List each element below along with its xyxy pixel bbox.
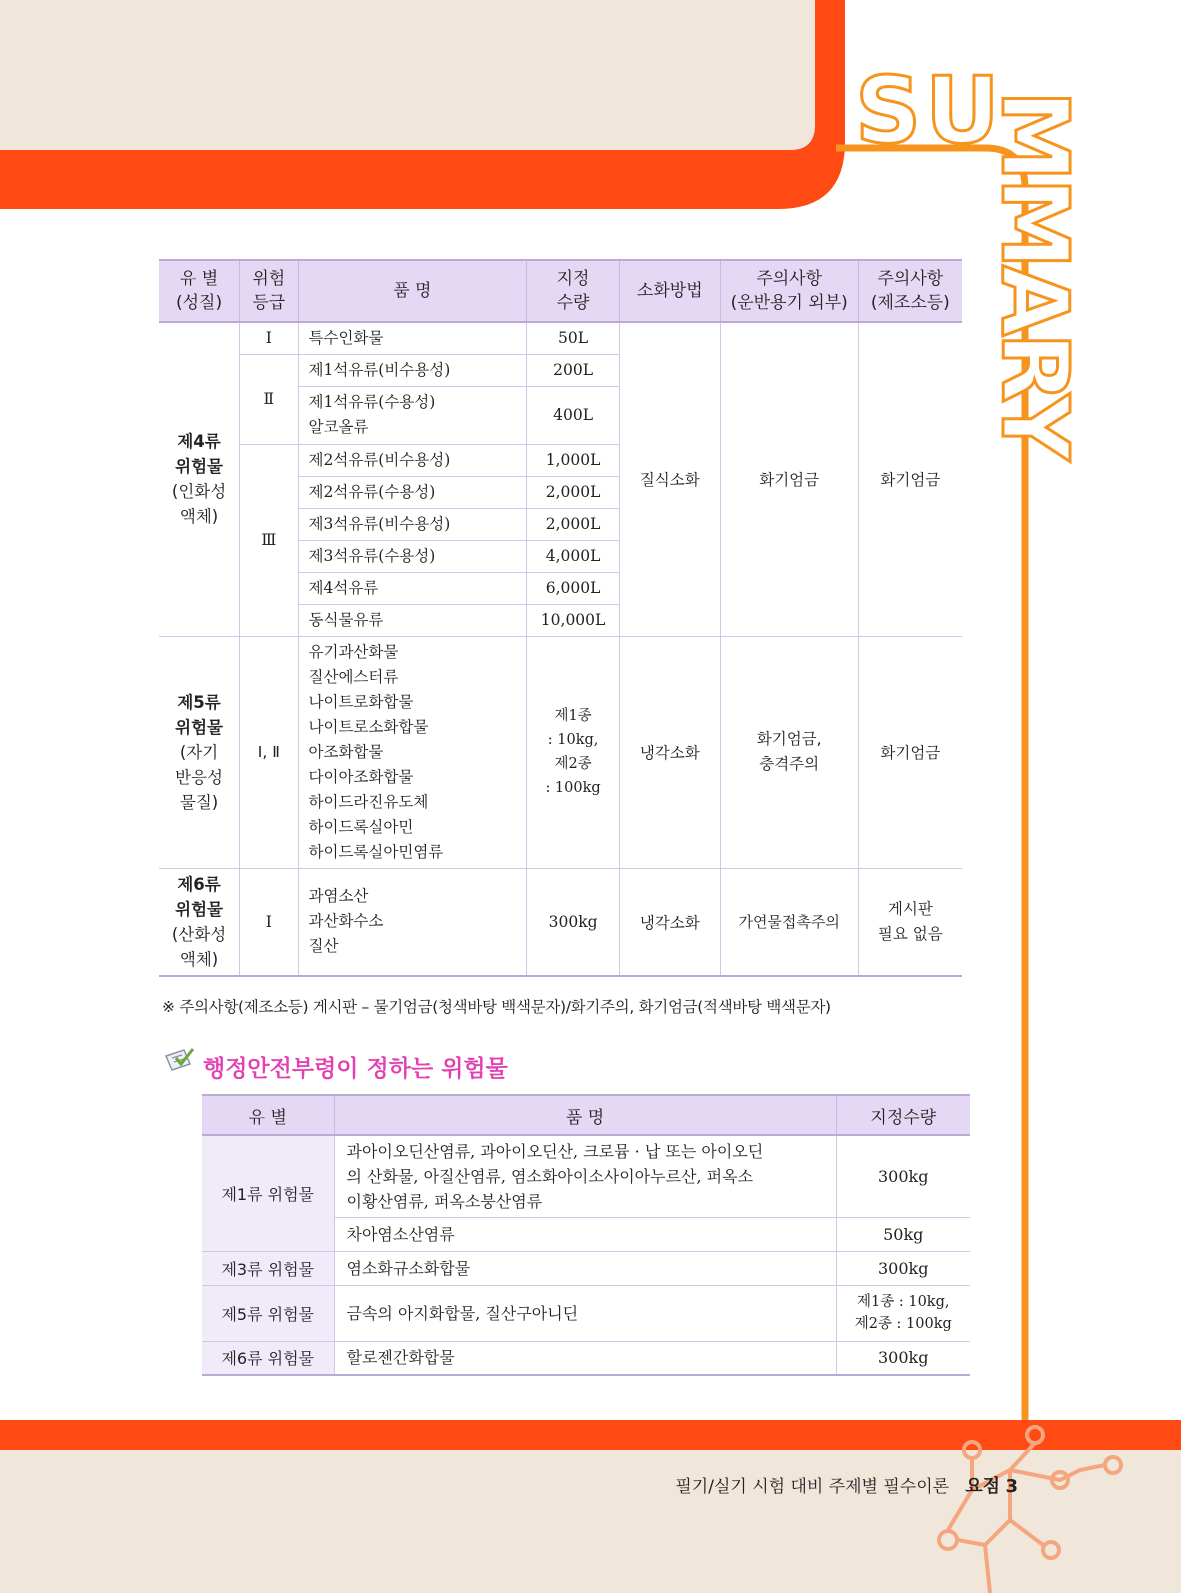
class5-grade: Ⅰ, Ⅱ — [240, 636, 298, 868]
class5-caution-transport: 화기엄금, 충격주의 — [720, 636, 858, 868]
sub-row-category: 제5류 위험물 — [202, 1285, 334, 1341]
class5-category — [159, 636, 240, 868]
class6-caution-transport: 가연물접촉주의 — [720, 868, 858, 976]
table-row — [202, 1135, 970, 1217]
footer-title: 필기/실기 시험 대비 주제별 필수이론 — [675, 1477, 950, 1497]
table-row — [159, 322, 962, 354]
table-row — [159, 868, 962, 976]
class6-grade: Ⅰ — [240, 868, 298, 976]
class6-title: 제6류 위험물 — [175, 874, 223, 919]
item-name: 제1석유류(수용성) 알코올류 — [298, 386, 527, 444]
sub-row-name: 금속의 아지화합물, 질산구아니딘 — [334, 1285, 836, 1341]
header-quantity: 지정수량 — [836, 1095, 970, 1135]
class4-title: 제4류 위험물 — [175, 432, 223, 477]
class4-grade-1: Ⅰ — [240, 322, 298, 354]
table-header-row — [202, 1095, 970, 1135]
section-title: 행정안전부령이 정하는 위험물 — [203, 1056, 508, 1082]
table-row — [202, 1251, 970, 1285]
sub-row-category: 제3류 위험물 — [202, 1251, 334, 1285]
class6-items: 과염소산 과산화수소 질산 — [298, 868, 527, 976]
class5-title: 제5류 위험물 — [175, 692, 223, 737]
item-name: 동식물유류 — [298, 604, 527, 636]
item-name: 특수인화물 — [298, 322, 527, 354]
item-name: 제2석유류(수용성) — [298, 476, 527, 508]
class5-qty: 제1종 : 10kg, 제2종 : 100kg — [527, 636, 620, 868]
header-extinguish: 소화방법 — [619, 260, 720, 322]
item-qty: 1,000L — [527, 444, 620, 476]
item-name: 제4석유류 — [298, 572, 527, 604]
item-name: 제2석유류(비수용성) — [298, 444, 527, 476]
header-quantity: 지정 수량 — [527, 260, 620, 322]
item-qty: 400L — [527, 386, 620, 444]
class5-subtitle: (자기 반응성 물질) — [175, 742, 223, 812]
sub-row-qty: 300kg — [836, 1251, 970, 1285]
sub-row-name: 염소화규소화합물 — [334, 1251, 836, 1285]
class5-items: 유기과산화물 질산에스터류 나이트로화합물 나이트로소화합물 아조화합물 다이아조화합물 하이드라진유도체 하이드록실아민 하이드록실아민염류 — [298, 636, 527, 868]
class5-extinguish: 냉각소화 — [619, 636, 720, 868]
item-qty: 50L — [527, 322, 620, 354]
item-qty: 4,000L — [527, 540, 620, 572]
summary-letter-u: U — [925, 57, 1000, 164]
page-number: 3 — [1005, 1476, 1018, 1497]
class4-caution-transport: 화기엄금 — [720, 322, 858, 636]
page-footer — [675, 1472, 1018, 1498]
sub-row-qty: 300kg — [836, 1341, 970, 1375]
class4-grade-3: Ⅲ — [240, 444, 298, 636]
class6-category — [159, 868, 240, 976]
footer-label: 요점 — [965, 1476, 1001, 1497]
class4-category — [159, 322, 240, 636]
table-row — [159, 636, 962, 868]
class5-caution-facility: 화기엄금 — [858, 636, 962, 868]
header-category: 유 별 — [202, 1095, 334, 1135]
class6-subtitle: (산화성 액체) — [171, 924, 227, 969]
class4-subtitle: (인화성 액체) — [171, 482, 227, 527]
table-row — [202, 1341, 970, 1375]
sub-row-name: 과아이오딘산염류, 과아이오딘산, 크로뮴 · 납 또는 아이오딘 의 산화물, 아질산염류, 염소화아이소사이아누르산, 퍼옥소 이황산염류, 퍼옥소붕산염류 — [334, 1135, 836, 1217]
class4-caution-facility: 화기엄금 — [858, 322, 962, 636]
sub-row-qty: 300kg — [836, 1135, 970, 1217]
class4-extinguish: 질식소화 — [619, 322, 720, 636]
item-qty: 6,000L — [527, 572, 620, 604]
item-qty: 2,000L — [527, 508, 620, 540]
header-category: 유 별 (성질) — [159, 260, 240, 322]
item-name: 제3석유류(비수용성) — [298, 508, 527, 540]
header-item-name: 품 명 — [334, 1095, 836, 1135]
sub-row-category: 제1류 위험물 — [202, 1135, 334, 1251]
header-caution-facility: 주의사항 (제조소등) — [858, 260, 962, 322]
item-name: 제3석유류(수용성) — [298, 540, 527, 572]
sub-row-qty: 50kg — [836, 1217, 970, 1251]
table-footnote: ※ 주의사항(제조소등) 게시판 – 물기엄금(청색바탕 백색문자)/화기주의, 화기엄금(적색바탕 백색문자) — [162, 998, 831, 1016]
table-row — [202, 1285, 970, 1341]
header-grade: 위험 등급 — [240, 260, 298, 322]
summary-letter-s: S — [855, 57, 922, 164]
class6-caution-facility: 게시판 필요 없음 — [858, 868, 962, 976]
class4-grade-2: Ⅱ — [240, 354, 298, 444]
summary-vertical-text: MMARY — [981, 90, 1088, 457]
header-item-name: 품 명 — [298, 260, 527, 322]
sub-row-category: 제6류 위험물 — [202, 1341, 334, 1375]
ministry-hazard-table — [202, 1094, 970, 1376]
class6-qty: 300kg — [527, 868, 620, 976]
item-name: 제1석유류(비수용성) — [298, 354, 527, 386]
hazard-class-table — [159, 259, 962, 977]
item-qty: 2,000L — [527, 476, 620, 508]
table-header-row — [159, 260, 962, 322]
class6-extinguish: 냉각소화 — [619, 868, 720, 976]
header-caution-transport: 주의사항 (운반용기 외부) — [720, 260, 858, 322]
item-qty: 10,000L — [527, 604, 620, 636]
item-qty: 200L — [527, 354, 620, 386]
sub-row-name: 차아염소산염류 — [334, 1217, 836, 1251]
checklist-icon — [162, 1046, 196, 1074]
sub-row-qty: 제1종 : 10kg, 제2종 : 100kg — [836, 1285, 970, 1341]
sub-row-name: 할로젠간화합물 — [334, 1341, 836, 1375]
